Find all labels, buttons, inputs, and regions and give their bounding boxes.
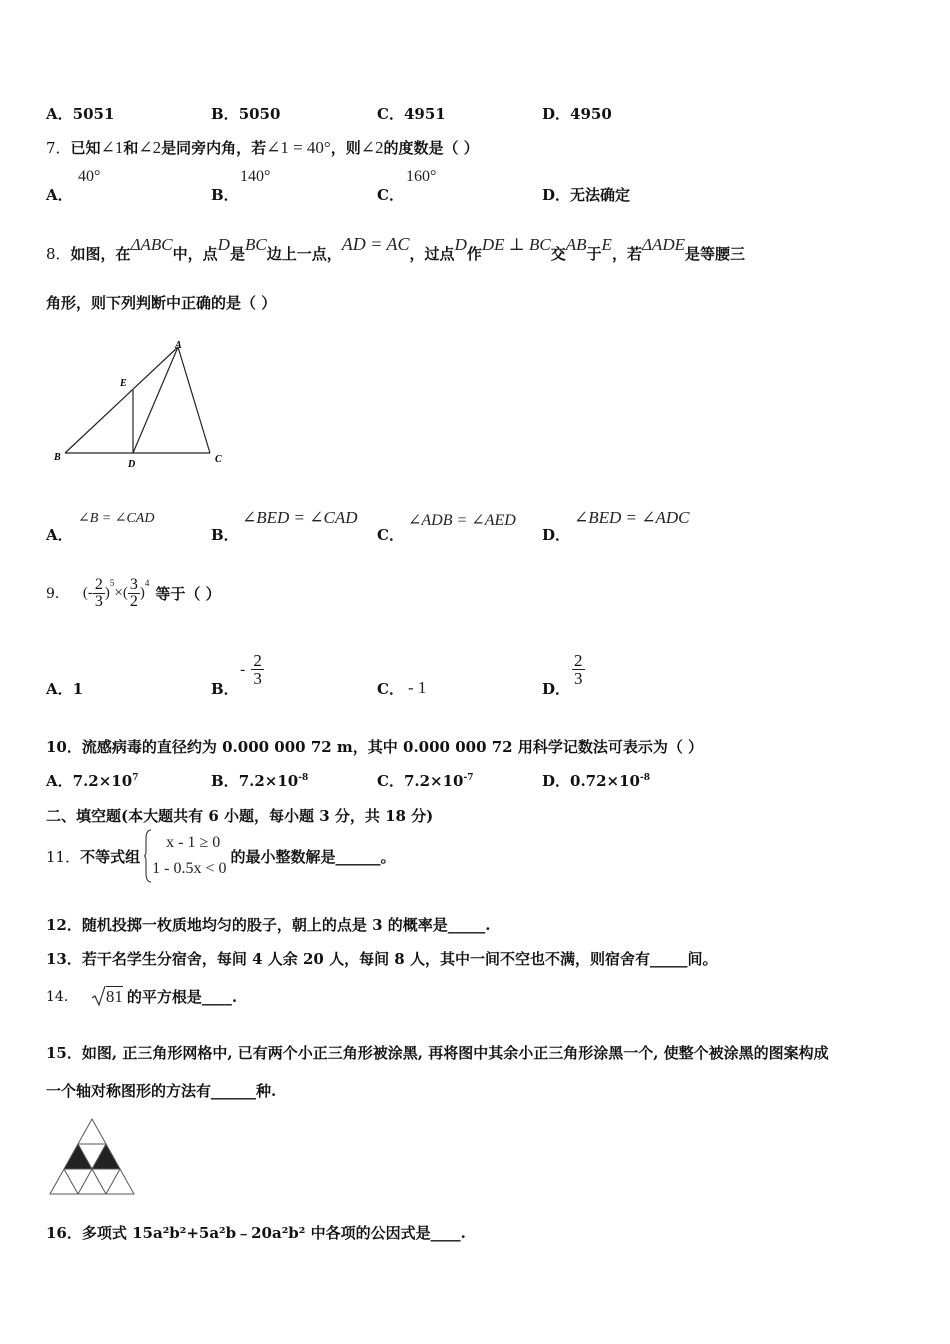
q15-stem-line2: 一个轴对称图形的方法有______种.: [46, 1082, 277, 1100]
q6-option-a: A．5051: [46, 105, 115, 123]
q14-radical-sign: [92, 985, 106, 1007]
q14-stem: 14． 81 的平方根是____.: [46, 987, 238, 1006]
q9-option-c-letter: C．: [377, 680, 404, 698]
q9-option-d-value: $\frac{2}{3}$: [574, 651, 583, 688]
q8-option-c-letter: C．: [377, 526, 404, 544]
q7-option-c-letter: C．: [377, 186, 404, 204]
q10-stem: 10．流感病毒的直径约为 0.000 000 72 m，其中 0.000 000 72 用科学记数法可表示为（ ）: [46, 738, 704, 756]
section-heading: 二、填空题(本大题共有 6 小题，每小题 3 分，共 18 分): [46, 807, 434, 825]
q8-stem-line1: 8．如图，在ΔABC中，点D是BC边上一点，AD = AC，过点D作DE ⊥ BC交AB于E，若ΔADE是等腰三: [46, 234, 745, 263]
q9-option-b-value: - $\frac{2}{3}$: [240, 651, 262, 688]
q9-stem: 9． (- $\frac{2}{3}$ ) $^5$ ×( $\frac{3}{2}$ ) $^4$ 等于（ ）: [46, 575, 221, 610]
q8-stem-line2: 角形，则下列判断中正确的是（ ）: [46, 294, 277, 312]
q13-stem: 13．若干名学生分宿舍，每间 4 人余 20 人，每间 8 人，其中一间不空也不满，则宿舍有_____间。: [46, 950, 718, 968]
q10-option-c: C．$7.2\times 10^{-7}$: [377, 772, 474, 790]
q8-label-a: A: [175, 340, 182, 351]
q9-option-c-value: - 1: [408, 678, 427, 697]
q8-option-b-value: ∠BED = ∠CAD: [242, 508, 358, 527]
q8-option-c-value: ∠ADB = ∠AED: [408, 512, 516, 529]
q6-option-c: C．4951: [377, 105, 446, 123]
q8-option-d-letter: D．: [542, 526, 571, 544]
q10-option-d: D．$0.72\times 10^{-8}$: [542, 772, 650, 790]
q8-label-b: B: [54, 452, 61, 463]
q7-option-c-value: 160°: [406, 168, 437, 185]
q10-option-b: B．$7.2\times 10^{-8}$: [211, 772, 309, 790]
q7-option-b-letter: B．: [211, 186, 239, 204]
q15-triangle-grid: [46, 1118, 140, 1198]
q16-stem: 16．多项式 15a²b²+5a²b﹣20a²b² 中各项的公因式是____.: [46, 1224, 466, 1242]
q6-option-b: B．5050: [211, 105, 281, 123]
q11-brace: [144, 829, 152, 883]
q7-option-a-value: 40°: [78, 168, 101, 185]
q8-triangle-figure: [48, 335, 238, 470]
q7-option-b-value: 140°: [240, 168, 271, 185]
q8-option-a-value: ∠B = ∠CAD: [78, 511, 155, 526]
q7-stem: 7．已知∠1和∠2是同旁内角，若∠1 = 40°，则∠2的度数是（ ）: [46, 138, 479, 157]
q9-option-d-letter: D．: [542, 680, 571, 698]
q8-label-d: D: [128, 459, 136, 470]
q8-option-a-letter: A．: [46, 526, 73, 544]
q15-stem-line1: 15．如图, 正三角形网格中, 已有两个小正三角形被涂黑, 再将图中其余小正三角形涂黑一个, 使整个被涂黑的图案构成: [46, 1044, 829, 1062]
q7-option-a-letter: A．: [46, 186, 73, 204]
q8-option-d-value: ∠BED = ∠ADC: [574, 508, 690, 527]
q10-option-a: A．$7.2\times 10^7$: [46, 772, 139, 790]
q8-label-e: E: [120, 378, 127, 389]
q7-option-d: D．无法确定: [542, 186, 631, 204]
q12-stem: 12．随机投掷一枚质地均匀的股子，朝上的点是 3 的概率是_____.: [46, 916, 491, 934]
q6-option-d: D．4950: [542, 105, 612, 123]
q9-option-a: A．1: [46, 680, 84, 698]
q8-option-b-letter: B．: [211, 526, 239, 544]
q11-stem: 11． 不等式组 x - 1 ≥ 0 1 - 0.5x < 0 的最小整数解是______。: [46, 828, 395, 884]
q9-option-b-letter: B．: [211, 680, 239, 698]
q8-label-c: C: [215, 454, 222, 465]
